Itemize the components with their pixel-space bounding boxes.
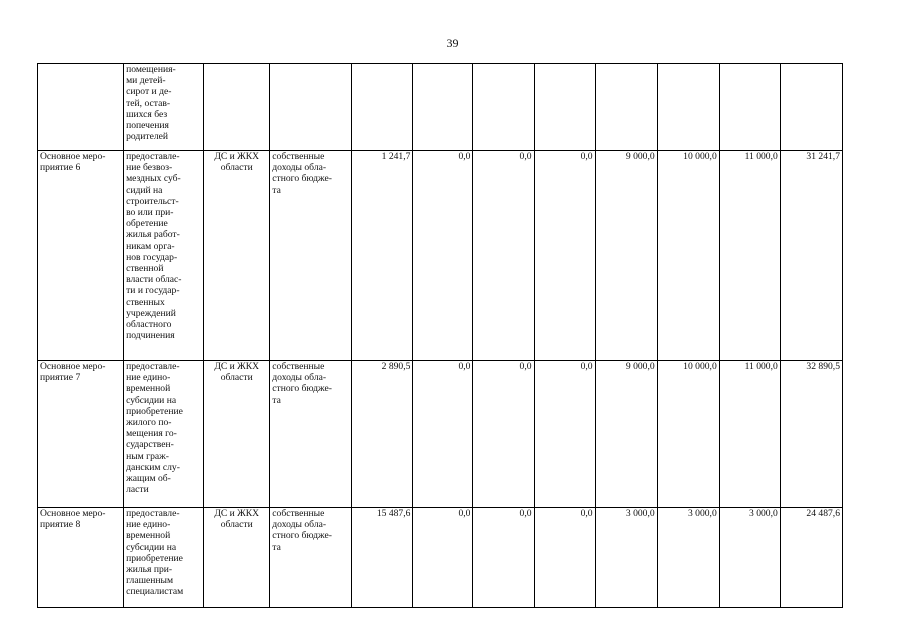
cell-value: 0,0 <box>413 508 473 608</box>
cell-value <box>473 64 534 151</box>
cell-value <box>719 64 780 151</box>
page-number: 39 <box>446 36 459 50</box>
cell-name <box>38 64 124 151</box>
cell-value <box>657 64 719 151</box>
funding-source-text: собственные доходы обла- стного бюдже- та <box>272 508 332 553</box>
cell-source <box>270 151 352 361</box>
measure-description: предоставле- ние безвоз- мездных суб- сидий на строительст- во или при- обретение жилья работ- никам орга- нов государ- ственной власти облас- ти и государ- ственных учреждений областного подчинения <box>126 151 182 342</box>
cell-value: 9 000,0 <box>595 151 657 361</box>
measure-name: Основное меро- приятие 7 <box>40 361 106 384</box>
table-row-measure-7 <box>38 361 843 508</box>
cell-value: 15 487,6 <box>352 508 413 608</box>
cell-value: 3 000,0 <box>719 508 780 608</box>
table-row-measure-6 <box>38 151 843 361</box>
cell-value <box>413 64 473 151</box>
cell-value: 0,0 <box>473 151 534 361</box>
cell-value: 0,0 <box>534 361 595 508</box>
funding-source-text: собственные доходы обла- стного бюдже- та <box>272 151 332 196</box>
cell-value <box>352 64 413 151</box>
cell-value: 0,0 <box>534 508 595 608</box>
executor-text: ДС и ЖКХ области <box>214 361 260 384</box>
cell-value: 10 000,0 <box>657 361 719 508</box>
funding-source-text: собственные доходы обла- стного бюдже- та <box>272 361 332 406</box>
measure-description: предоставле- ние едино- временной субсидии на приобретение жилого по- мещения го- сударствен- ным граж- данским слу- жащим об- ласти <box>126 361 183 496</box>
cell-value: 1 241,7 <box>352 151 413 361</box>
cell-executor <box>204 64 270 151</box>
cell-value-total: 32 890,5 <box>780 361 842 508</box>
measure-name: Основное меро- приятие 6 <box>40 151 106 174</box>
cell-value: 0,0 <box>473 508 534 608</box>
cell-value: 3 000,0 <box>595 508 657 608</box>
cell-value: 0,0 <box>413 361 473 508</box>
description-text: помещения- ми детей- сирот и де- тей, остав- шихся без попечения родителей <box>126 64 176 143</box>
table-row-measure-8 <box>38 508 843 608</box>
table-row-continuation <box>38 64 843 151</box>
cell-executor <box>204 151 270 361</box>
cell-source <box>270 361 352 508</box>
cell-description <box>124 508 204 608</box>
cell-description <box>124 151 204 361</box>
cell-source <box>270 508 352 608</box>
executor-text: ДС и ЖКХ области <box>214 151 260 174</box>
cell-name <box>38 151 124 361</box>
cell-executor <box>204 361 270 508</box>
executor-text: ДС и ЖКХ области <box>214 508 260 531</box>
cell-value: 9 000,0 <box>595 361 657 508</box>
cell-executor <box>204 508 270 608</box>
budget-table <box>37 63 843 608</box>
measure-description: предоставле- ние едино- временной субсидии на приобретение жилья при- глашенным специалистам <box>126 508 184 598</box>
cell-value: 11 000,0 <box>719 151 780 361</box>
cell-value: 0,0 <box>534 151 595 361</box>
cell-value <box>595 64 657 151</box>
cell-value <box>534 64 595 151</box>
cell-value-total: 31 241,7 <box>780 151 842 361</box>
cell-value: 3 000,0 <box>657 508 719 608</box>
cell-description <box>124 64 204 151</box>
cell-name <box>38 361 124 508</box>
cell-value <box>780 64 842 151</box>
cell-value: 0,0 <box>473 361 534 508</box>
cell-value: 11 000,0 <box>719 361 780 508</box>
cell-description <box>124 361 204 508</box>
measure-name: Основное меро- приятие 8 <box>40 508 106 531</box>
cell-value-total: 24 487,6 <box>780 508 842 608</box>
cell-value: 10 000,0 <box>657 151 719 361</box>
cell-value: 0,0 <box>413 151 473 361</box>
cell-value: 2 890,5 <box>352 361 413 508</box>
cell-source <box>270 64 352 151</box>
cell-name <box>38 508 124 608</box>
